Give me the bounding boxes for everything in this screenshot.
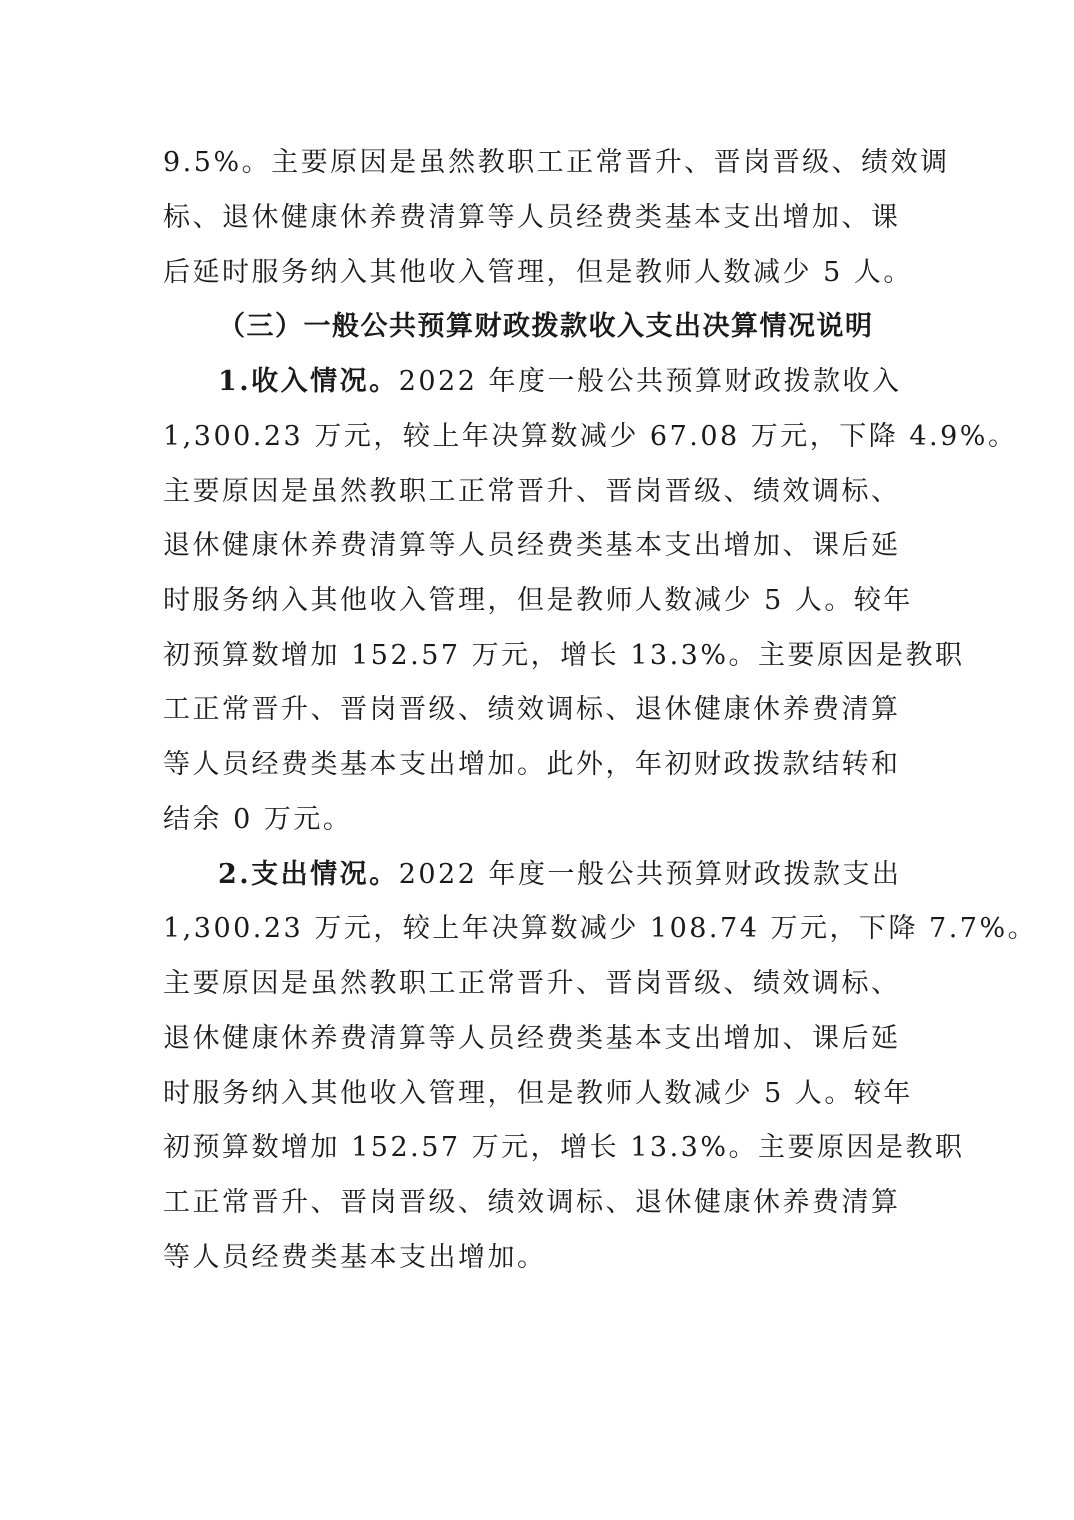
- paragraph-line: 等人员经费类基本支出增加。: [163, 1242, 547, 1273]
- income-label: 1.收入情况。: [218, 366, 399, 397]
- paragraph-line: 时服务纳入其他收入管理，但是教师人数减少 5 人。较年: [163, 1078, 913, 1109]
- paragraph-line: 初预算数增加 152.57 万元，增长 13.3%。主要原因是教职: [163, 640, 965, 671]
- paragraph-line: 1,300.23 万元，较上年决算数减少 108.74 万元，下降 7.7%。: [163, 913, 1038, 944]
- paragraph-line: 时服务纳入其他收入管理，但是教师人数减少 5 人。较年: [163, 585, 913, 616]
- section-heading: （三）一般公共预算财政拨款收入支出决算情况说明: [218, 311, 874, 342]
- paragraph-line: 主要原因是虽然教职工正常晋升、晋岗晋级、绩效调标、: [163, 968, 901, 999]
- paragraph-line: 退休健康休养费清算等人员经费类基本支出增加、课后延: [163, 530, 901, 561]
- paragraph-line: 9.5%。主要原因是虽然教职工正常晋升、晋岗晋级、绩效调: [163, 147, 950, 178]
- paragraph-line: 标、退休健康休养费清算等人员经费类基本支出增加、课: [163, 202, 901, 233]
- paragraph-line: 后延时服务纳入其他收入管理，但是教师人数减少 5 人。: [163, 257, 913, 288]
- paragraph-line: 初预算数增加 152.57 万元，增长 13.3%。主要原因是教职: [163, 1132, 965, 1163]
- expenditure-first-line: [218, 855, 901, 895]
- paragraph-line: 1,300.23 万元，较上年决算数减少 67.08 万元，下降 4.9%。: [163, 421, 1018, 452]
- income-first-line: [218, 362, 901, 402]
- paragraph-line: 结余 0 万元。: [163, 804, 353, 835]
- paragraph-line: 主要原因是虽然教职工正常晋升、晋岗晋级、绩效调标、: [163, 476, 901, 507]
- expenditure-first-line-text: 2022 年度一般公共预算财政拨款支出: [398, 859, 902, 890]
- paragraph-line: 工正常晋升、晋岗晋级、绩效调标、退休健康休养费清算: [163, 694, 901, 725]
- income-first-line-text: 2022 年度一般公共预算财政拨款收入: [398, 366, 902, 397]
- expenditure-label: 2.支出情况。: [218, 859, 399, 890]
- paragraph-line: 等人员经费类基本支出增加。此外，年初财政拨款结转和: [163, 749, 901, 780]
- paragraph-line: 退休健康休养费清算等人员经费类基本支出增加、课后延: [163, 1023, 901, 1054]
- paragraph-line: 工正常晋升、晋岗晋级、绩效调标、退休健康休养费清算: [163, 1187, 901, 1218]
